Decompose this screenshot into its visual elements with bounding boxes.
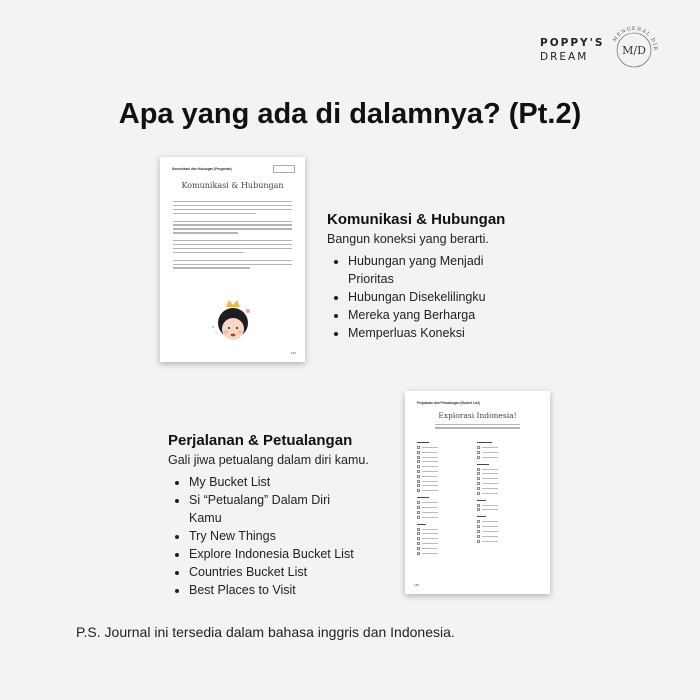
preview-date-box [273,165,295,173]
preview-page-number: 162 [290,351,296,355]
checklist-column-right: ▬▬▬▬▬ ▬▬▬▬ ▬▬▬ ▬▬▬ [477,437,532,544]
section-communication-subtitle: Bangun koneksi yang berarti. [327,232,489,246]
list-item: • Try New Things [189,527,357,545]
preview-page-header: Komunikasi dan Hubungan (Pengantar) [172,167,232,171]
list-item: • Si “Petualang” Dalam Diri Kamu [189,491,357,527]
list-item: • Countries Bucket List [189,563,357,581]
section-travel-title: Perjalanan & Petualangan [168,432,353,449]
list-item: • Best Places to Visit [189,581,357,599]
brand-wordmark [540,36,604,64]
checklist-column-left: ▬▬▬▬ ▬▬▬▬ ▬▬▬ [417,437,472,556]
section-communication [327,211,537,342]
preview-page-number: 183 [414,583,420,587]
list-item: • Hubungan Disekelilingku [348,288,513,306]
footnote: P.S. Journal ini tersedia dalam bahasa inggris dan Indonesia. [76,624,455,640]
section-travel [168,432,388,599]
section-communication-list [327,252,537,342]
list-item: • Hubungan yang Menjadi Prioritas [348,252,513,288]
list-item: • Explore Indonesia Bucket List [189,545,357,563]
girl-illustration [208,297,258,352]
preview-page-header: Perjalanan dan Petualangan (Bucket List) [417,401,480,405]
section-travel-subtitle: Gali jiwa petualang dalam diri kamu. [168,453,369,467]
brand-line-1: POPPY'S [540,37,605,49]
preview-page-travel [405,391,550,594]
page-headline: Apa yang ada di dalamnya? (Pt.2) [118,98,582,130]
preview-page-title: Komunikasi & Hubungan [181,181,284,190]
monogram-ring-text: MENGENAL DIR [611,25,659,52]
list-item: • Mereka yang Berharga [348,306,513,324]
preview-page-title: Explorasi Indonesia! [438,411,517,420]
brand-line-2: DREAM [540,51,589,63]
list-item: • My Bucket List [189,473,357,491]
preview-intro-text [435,424,520,431]
monogram-logo [606,22,662,78]
section-communication-title: Komunikasi & Hubungan [327,211,506,228]
preview-page-communication [160,157,305,362]
section-travel-list [168,473,388,599]
monogram-letters: M/D [622,44,646,57]
list-item: • Memperluas Koneksi [348,324,513,342]
preview-body-text [173,201,292,271]
